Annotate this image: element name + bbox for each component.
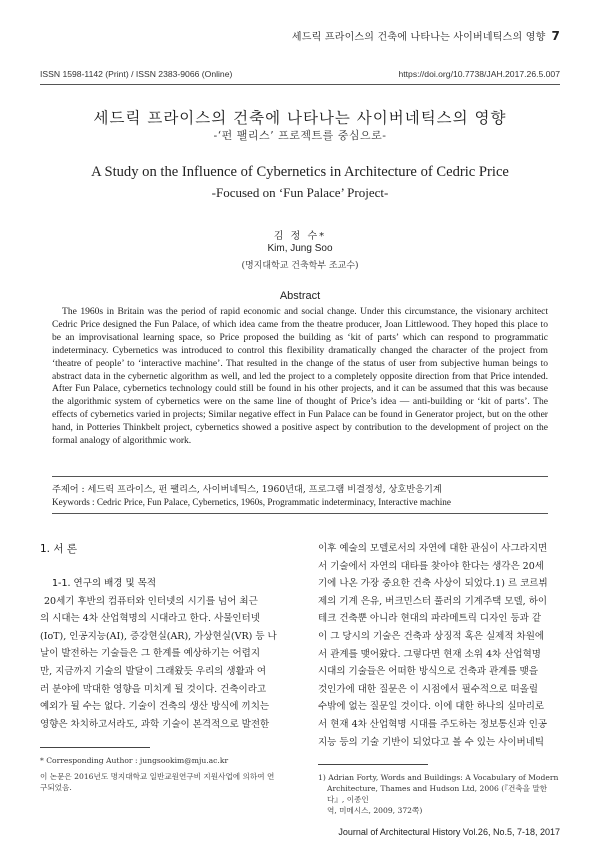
body-line: 것인가에 대한 질문은 이 시점에서 필수적으로 떠올릴	[318, 683, 539, 695]
body-line: 이 그 당시의 기술은 건축과 상징적 혹은 실제적 차원에	[318, 630, 545, 642]
footnote-rule-right	[318, 764, 428, 765]
body-line: 수밖에 없는 질문일 것이다. 이에 대한 하나의 실마리로	[318, 701, 545, 713]
body-line: 영향은 차치하고서라도, 과학 기술이 본격적으로 발전한	[40, 718, 270, 730]
issn: ISSN 1598-1142 (Print) / ISSN 2383-9066 (Online)	[40, 69, 233, 79]
journal-footer: Journal of Architectural History Vol.26, No.5, 7-18, 2017	[338, 827, 560, 837]
body-line: 기에 나온 가장 중요한 건축 사상이 되었다.1) 르 코르뷔	[318, 578, 548, 590]
keywords-top-rule	[52, 476, 548, 477]
funding-note-line: 이 논문은 2016년도 명지대학교 일반교원연구비 지원사업에 의하여 연	[40, 772, 275, 781]
body-line: 의 시대는 4차 산업혁명의 시대라고 한다. 사물인터넷	[40, 613, 260, 625]
keywords-english: Keywords : Cedric Price, Fun Palace, Cybernetics, 1960s, Programmatic indeterminacy, Interactive machine	[52, 497, 451, 507]
body-line: 서 관계를 맺어왔다. 그렇다면 현재 소위 4차 산업혁명	[318, 648, 541, 660]
body-line: 이후 예술의 모델로서의 자연에 대한 관심이 사그라지면	[318, 543, 548, 554]
body-line: 20세기 후반의 컴퓨터와 인터넷의 시기를 넘어 최근	[44, 595, 258, 607]
body-line: 시대의 기술들은 어떠한 방식으로 건축과 관계를 맺을	[318, 666, 539, 678]
page-number: 7	[551, 29, 560, 43]
body-line: 서 기술에서 자연의 대타를 찾아야 한다는 생각은 20세	[318, 560, 544, 572]
header-rule	[40, 84, 560, 85]
footnotes-right	[318, 772, 562, 816]
corresponding-author-note: * Corresponding Author : jungsookim@mju.ac.kr	[40, 756, 229, 765]
body-line: (IoT), 인공지능(AI), 증강현실(AR), 가상현실(VR) 등 나	[40, 630, 277, 642]
body-line: 날이 발전하는 기술들은 그 한계를 예상하기는 어렵지	[40, 648, 261, 660]
body-line: 만, 지금까지 기술의 발달이 그래왔듯 우리의 생활과 여	[40, 665, 267, 677]
keywords-bottom-rule	[52, 513, 548, 514]
subtitle-korean: -‘펀 팰리스’ 프로젝트를 중심으로-	[213, 129, 387, 142]
footnote-rule-left	[40, 747, 150, 748]
body-column-left	[40, 575, 284, 733]
author-korean: 김 정 수*	[273, 231, 327, 242]
keywords-korean: 주제어 : 세드릭 프라이스, 펀 팰리스, 사이버네틱스, 1960년대, 프로그램 비결정성, 상호반응기계	[52, 484, 442, 495]
body-line: 제의 기계 은유, 버크민스터 풀러의 기계주택 모델, 하이	[318, 595, 548, 607]
abstract-heading: Abstract	[279, 290, 321, 302]
title-english: A Study on the Influence of Cybernetics in Architecture of Cedric Price	[91, 164, 509, 180]
running-head-title: 세드릭 프라이스의 건축에 나타나는 사이버네틱스의 영향	[291, 32, 546, 43]
doi-link[interactable]: https://doi.org/10.7738/JAH.2017.26.5.007	[398, 69, 560, 79]
body-line: 예외가 될 수는 없다. 기술이 건축의 생산 방식에 끼치는	[40, 701, 270, 713]
footnote-line: 역, 미메시스, 2009, 372쪽)	[327, 806, 423, 815]
title-korean: 세드릭 프라이스의 건축에 나타나는 사이버네틱스의 영향	[93, 109, 507, 127]
body-line: 테크 건축뿐 아니라 현대의 파라메트릭 디자인 등과 같	[318, 613, 542, 625]
body-column-right	[318, 540, 562, 751]
footnotes-left	[40, 755, 284, 793]
footnote-line: Architecture, Thames and Hudson Ltd, 2006 (『건축을 말한다』, 이종인	[327, 784, 548, 804]
body-line: 러 분야에 막대한 영향을 미치게 될 것이다. 건축이라고	[40, 683, 267, 695]
footnote-line: 1) Adrian Forty, Words and Buildings: A Vocabulary of Modern	[318, 773, 559, 782]
funding-note-line: 구되었음.	[40, 783, 72, 792]
abstract-body: The 1960s in Britain was the period of rapid economic and social change. Under this circumstance, the visionary architect Cedric Price designed the Fun Palace, of which idea came from the theatre producer, Joan Littlewood. They hoped this place to be an improvisational learning space, so Price proposed the building as ‘kit of parts’ which can respond to programmatic indeterminacy. Cybernetics was introduced to control this flexibility dramatically changed the character of the project from ‘theatre of people’ to ‘interactive machine’. That resulted in the change of the status of user from subjective human beings to abstract data in the cybernetic algorithm as well, and led the project to a completely opposite direction from that Price intended. After Fun Palace, cybernetics technology could still be found in his other projects, and it can be assumed that this was because the algorithmic system of cybernetics were on the same line of thought of Price’s idea — anti-building or ‘kit of parts’. The effects of cybernetics varied in projects; Similar negative effect in Fun Palace can be found in Generator project, but on the other hand, in Potteries Thinkbelt project, cybernetics showed a positive aspect by contribution to the development of project on the formal analogy of algorithmic work.	[52, 306, 548, 447]
body-line	[40, 575, 284, 593]
running-head	[292, 28, 560, 43]
body-line: 지능 등의 기술 기반이 되었다고 볼 수 있는 사이버네틱	[318, 736, 545, 748]
subsection-title: 1-1. 연구의 배경 및 목적	[52, 578, 157, 589]
subtitle-english: -Focused on ‘Fun Palace’ Project-	[211, 185, 389, 200]
body-line: 서 현재 4차 산업혁명 시대를 주도하는 정보통신과 인공	[318, 718, 548, 730]
author-english: Kim, Jung Soo	[267, 243, 333, 254]
author-affiliation: (명지대학교 건축학부 조교수)	[241, 261, 359, 271]
section-title: 1. 서 론	[40, 543, 77, 555]
